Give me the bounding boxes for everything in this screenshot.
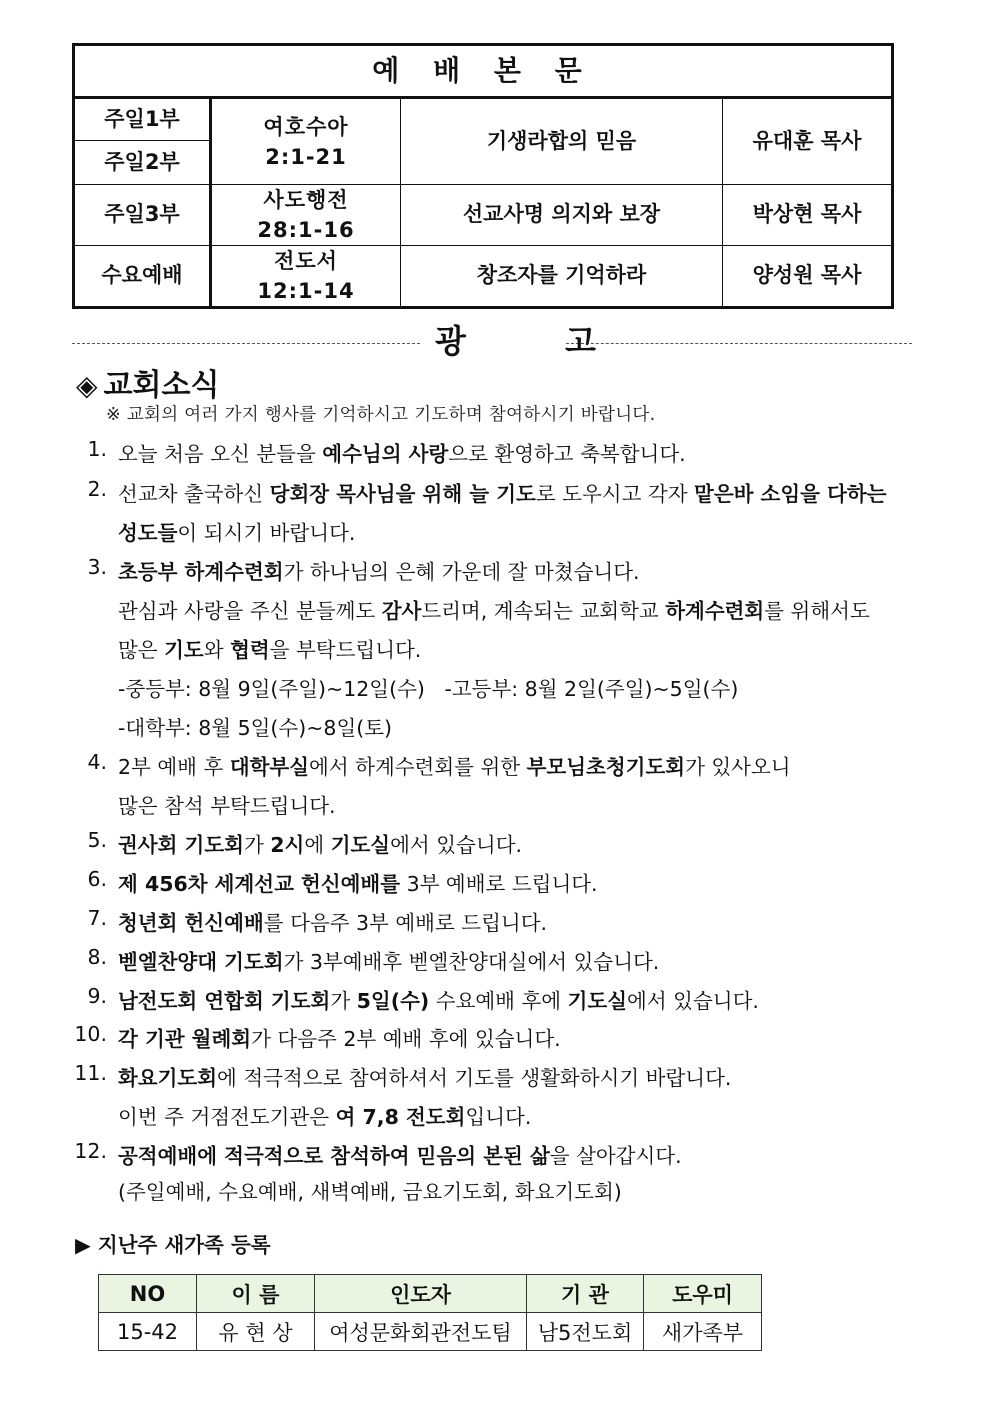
item-text: 벧엘찬양대 기도회가 3부예배후 벧엘찬양대실에서 있습니다. <box>118 950 660 974</box>
section-title-text: 교회소식 <box>103 368 220 403</box>
service-4: 수요예배 <box>74 246 211 308</box>
item-text: 권사회 기도회가 2시에 기도실에서 있습니다. <box>118 833 522 857</box>
passage-ref: 12:1-14 <box>257 279 355 303</box>
ads-title: 광 고 <box>435 322 640 360</box>
cell-org: 남5전도회 <box>527 1313 644 1351</box>
item-number: 6. <box>87 867 107 891</box>
item-text: 2부 예배 후 대학부실에서 하계수련회를 위한 부모님초청기도회가 있사오니 <box>118 755 791 779</box>
ad-item-2-line-2: 성도들이 되시기 바랍니다. <box>118 521 356 545</box>
item-text: 제 456차 세계선교 헌신예배를 3부 예배로 드립니다. <box>118 872 598 896</box>
cell-guide: 여성문화회관전도팀 <box>315 1313 527 1351</box>
item-number: 3. <box>87 555 107 579</box>
item-number: 2. <box>87 477 107 501</box>
sermon-shared: 기생라합의 믿음 <box>401 98 723 185</box>
passage-book: 전도서 <box>274 249 338 273</box>
ad-item-11-line-2: 이번 주 거점전도기관은 여 7,8 전도회입니다. <box>118 1105 532 1129</box>
item-text: 각 기관 월례회가 다음주 2부 예배 후에 있습니다. <box>118 1027 561 1051</box>
service-3: 주일3부 <box>74 185 211 246</box>
item-text: 초등부 하계수련회가 하나님의 은혜 가운데 잘 마쳤습니다. <box>118 560 640 584</box>
item-text: 공적예배에 적극적으로 참석하여 믿음의 본된 삶을 살아갑시다. <box>118 1144 682 1168</box>
service-1: 주일1부 <box>74 98 211 141</box>
item-number: 4. <box>87 750 107 774</box>
ad-item-12-line-2: (주일예배, 수요예배, 새벽예배, 금요기도회, 화요기도회) <box>118 1180 622 1204</box>
item-number: 7. <box>87 906 107 930</box>
item-text: 청년회 헌신예배를 다음주 3부 예배로 드립니다. <box>118 911 548 935</box>
passage-4 <box>211 246 401 308</box>
preacher-shared: 유대훈 목사 <box>723 98 893 185</box>
table-header-row <box>99 1275 762 1313</box>
sermon-4: 창조자를 기억하라 <box>401 246 723 308</box>
section-note: ※ 교회의 여러 가지 행사를 기억하시고 기도하며 참여하시기 바랍니다. <box>106 405 656 425</box>
item-text: 오늘 처음 오신 분들을 예수님의 사랑으로 환영하고 축복합니다. <box>118 442 686 466</box>
header-name: 이 름 <box>197 1275 315 1313</box>
worship-title: 예 배 본 문 <box>74 45 893 98</box>
new-family-table <box>98 1274 762 1351</box>
item-number: 5. <box>87 828 107 852</box>
passage-shared <box>211 98 401 185</box>
cell-name: 유 현 상 <box>197 1313 315 1351</box>
preacher-3: 박상현 목사 <box>723 185 893 246</box>
service-2: 주일2부 <box>74 141 211 185</box>
item-number: 9. <box>87 984 107 1008</box>
item-number: 12. <box>74 1139 107 1163</box>
ad-item-3-line-3: 많은 기도와 협력을 부탁드립니다. <box>118 638 422 662</box>
new-family-title: ▶ 지난주 새가족 등록 <box>75 1233 271 1257</box>
ad-item-3-line-5: -대학부: 8월 5일(수)~8일(토) <box>118 716 393 740</box>
table-row <box>99 1313 762 1351</box>
ad-item-4-line-2: 많은 참석 부탁드립니다. <box>118 794 336 818</box>
passage-book: 여호수아 <box>263 114 349 139</box>
section-title <box>76 360 219 404</box>
item-text: 선교차 출국하신 당회장 목사님을 위해 늘 기도로 도우시고 각자 맡은바 소임을 다하는 <box>118 482 887 506</box>
item-number: 8. <box>87 945 107 969</box>
item-number: 10. <box>74 1022 107 1046</box>
worship-table <box>72 43 894 309</box>
item-number: 11. <box>74 1061 107 1085</box>
header-helper: 도우미 <box>644 1275 762 1313</box>
item-number: 1. <box>87 437 107 461</box>
diamond-icon: ◈ <box>76 369 98 402</box>
passage-3 <box>211 185 401 246</box>
item-text: 화요기도회에 적극적으로 참여하셔서 기도를 생활화하시기 바랍니다. <box>118 1066 732 1090</box>
passage-ref: 28:1-16 <box>257 218 355 242</box>
sermon-3: 선교사명 의지와 보장 <box>401 185 723 246</box>
header-org: 기 관 <box>527 1275 644 1313</box>
divider-left <box>72 343 420 344</box>
passage-ref: 2:1-21 <box>265 144 347 169</box>
cell-no: 15-42 <box>99 1313 197 1351</box>
preacher-4: 양성원 목사 <box>723 246 893 308</box>
header-guide: 인도자 <box>315 1275 527 1313</box>
cell-helper: 새가족부 <box>644 1313 762 1351</box>
item-text: 남전도회 연합회 기도회가 5일(수) 수요예배 후에 기도실에서 있습니다. <box>118 989 759 1013</box>
ad-item-3-line-4: -중등부: 8월 9일(주일)~12일(수) -고등부: 8월 2일(주일)~5일(수) <box>118 677 739 701</box>
header-no: NO <box>99 1275 197 1313</box>
passage-book: 사도행전 <box>263 188 349 212</box>
ad-item-3-line-2: 관심과 사랑을 주신 분들께도 감사드리며, 계속되는 교회학교 하계수련회를 위해서도 <box>118 599 870 623</box>
